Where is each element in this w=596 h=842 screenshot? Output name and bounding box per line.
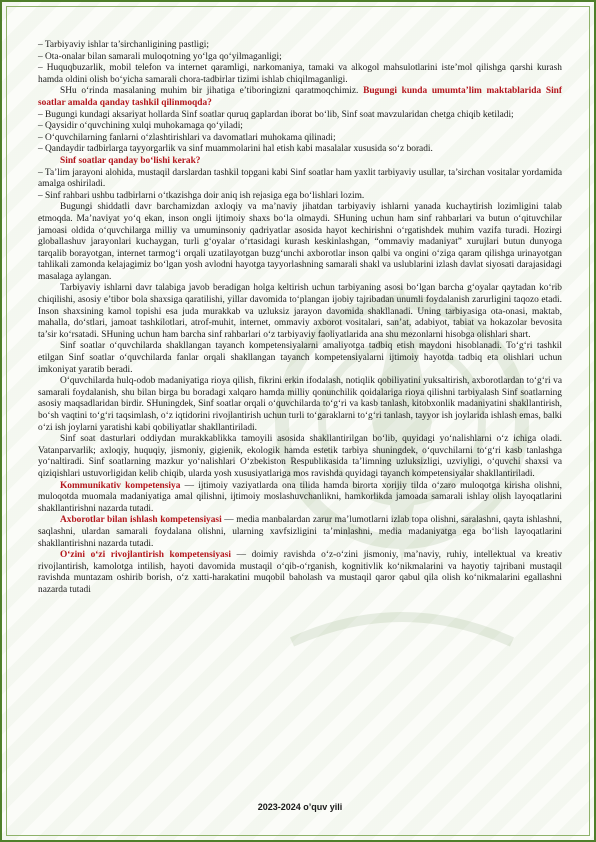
paragraph-text: — media manbalardan zarur ma’lumotlarni izlab topa olishni, saralashni, qayta ishlashni, saqlashni, ulardan samarali foydalana olishni, ularning xavfsizligini ta’minlashni, media madaniyatga ega bo‘lish layoqatlarini shakllantirishni nazarda tutadi.	[38, 515, 562, 549]
paragraph-text: Sinf soat dasturlari oddiydan murakkablikka tamoyili asosida shakllantirilgan bo‘lib, quyidagi yo‘nalishlarni o‘z ichiga oladi. Vatanparvarlik; axloqiy, huquqiy, jismoniy, gigienik, ekologik hamda estetik tarbiya shuningdek, o‘quvchilarni to‘g‘ri kasb tanlashga yo‘naltiradi. Sinf soatlarning mazkur yo‘nalishlari O‘zbekiston Respublikasida ta’limning uzluksizligi, uzviyligi, o‘quvchi shaxsi va qiziqishlari ustuvorligidan kelib chiqib, ularda yosh xususiyatlariga mos ravishda quyidagi tayanch kompetensiyalar shakllantiriladi.	[38, 434, 562, 479]
paragraph-text: – O‘quvchilarning fanlarni o‘zlashtirishlari va davomatlari muhokama qilinadi;	[38, 132, 336, 143]
highlighted-heading: Sinf soatlar qanday bo‘lishi kerak?	[60, 155, 201, 166]
paragraph	[38, 376, 562, 434]
paragraph	[38, 515, 562, 550]
highlighted-heading: O‘zini o‘zi rivojlantirish kompetensiyasi	[60, 550, 231, 561]
paragraph-text: O‘quvchilarda hulq-odob madaniyatiga rioya qilish, fikrini erkin ifodalash, notiqlik qobiliyatini yuksaltirish, axborotlardan to‘g‘ri va samarali foydalanish, shu bilan birga bu boradagi xalqaro hamda milliy qonunchilik qoidalariga rioya qilishni tarbiyalash Sinf soatlarning asosiy maqsadlaridan birdir. SHuningdek, Sinf soatlar orqali o‘quvchilarda to‘g‘ri va kasb tanlash, kitobxonlik madaniyatini shakllantirish, bo‘sh vaqtini to‘g‘ri taqsimlash, o‘z iqtidorini rivojlantirish uchun turli to‘garaklarni to‘g‘ri tanlash, tayyor ish joylarida ishlash emas, balki o‘zi ish joylarni yaratishi kabi qobiliyatlar shakllantiriladi.	[38, 376, 562, 433]
paragraph	[38, 86, 562, 109]
paragraph-text: — doimiy ravishda o‘z-o‘zini jismoniy, ma’naviy, ruhiy, intellektual va kreativ rivojlantirish, kamolotga intilish, hayoti davomida mustaqil o‘qib-o‘rganish, kognitivlik ko‘nikmalarini va hayotiy tajribani mustaqil ravishda muntazam oshirib borish, o‘z xatti-harakatini muqobil baholash va mustaqil qaror qabul qila olish ko‘nikmalarini egallashni nazarda tutadi	[38, 550, 563, 595]
paragraph	[38, 110, 562, 122]
paragraph	[38, 63, 562, 86]
paragraph	[38, 434, 562, 480]
paragraph-text: – Ota-onalar bilan samarali muloqotning yo‘lga qo‘yilmaganligi;	[38, 51, 282, 62]
paragraph-text: — ijtimoiy vaziyatlarda ona tilida hamda birorta xorijiy tilda o‘zaro muloqotga kirisha olishni, muloqotda muomala madaniyatiga amal qilishni, ijtimoiy moslashuvchanlikni, hamkorlikda jamoada samarali ishlay olish layoqatlarini shakllantirishni nazarda tutadi.	[38, 480, 563, 514]
paragraph	[38, 191, 562, 203]
paragraph-text: – Tarbiyaviy ishlar ta’sirchanligining pastligi;	[38, 40, 210, 50]
paragraph	[38, 52, 562, 64]
paragraph-text: Tarbiyaviy ishlarni davr talabiga javob beradigan holga keltirish uchun tarbiyaning asosi bo‘lgan barcha g‘oyalar qaytadan ko‘rib chiqilishi, asosiy e’tibor bola shaxsiga qaratilishi, yillar davomida to‘plangan ijobiy tajribadan unumli foydalanish zarurligini taqozo etadi. Inson shaxsining kamol topishi esa juda murakkab va uzluksiz jarayon davomida shakllanadi. Uning tarbiyasiga ota-onasi, maktab, mahalla, do‘stlari, jamoat tashkilotlari, atrof-muhit, internet, ommaviy axborot vositalari, san’at, adabiyot, tabiat va hokazolar bevosita ta’sir ko‘rsatadi. SHuning uchun ham barcha sinf rahbarlari o‘z tarbiyaviy faoliyatlarida ana shu mezonlarni hisobga olishlari shart.	[38, 283, 562, 340]
paragraph	[38, 156, 562, 168]
document-body	[38, 40, 562, 597]
footer-year: 2023-2024 o’quv yili	[257, 802, 343, 812]
paragraph	[38, 121, 562, 133]
paragraph	[38, 168, 562, 191]
paragraph-text: – Qaysidir o‘quvchining xulqi muhokamaga qo‘yiladi;	[38, 121, 243, 132]
paragraph	[38, 133, 562, 145]
paragraph-text: – Qandaydir tadbirlarga tayyorgarlik va sinf muammolarini hal etish kabi masalalar xususida so‘z boradi.	[38, 144, 433, 155]
paragraph-text: – Sinf rahbari ushbu tadbirlarni o‘tkazishga doir aniq ish rejasiga ega bo‘lishlari lozim.	[38, 190, 365, 201]
highlighted-heading: Kommunikativ kompetensiya	[60, 480, 181, 491]
paragraph-text: SHu o‘rinda masalaning muhim bir jihatiga e’tiboringizni qaratmoqchimiz.	[60, 86, 359, 97]
paragraph	[38, 283, 562, 341]
paragraph-text: – Bugungi kundagi aksariyat hollarda Sinf soatlar quruq gaplardan iborat bo‘lib, Sinf soat mavzularidan chetga chiqib ketiladi;	[38, 109, 514, 120]
paragraph-text: Bugungi shiddatli davr barchamizdan axloqiy va ma’naviy jihatdan tarbiyaviy ishlarni yanada kuchaytirish lozimligini talab etmoqda. Ma’naviyat yo‘q ekan, inson ongli ijtimoiy shaxs bo‘la olmaydi. SHuning uchun ham sinf rahbarlari va butun o‘qituvchilar jamoasi oldida o‘quvchilarga milliy va umuminsoniy qadriyatlar asosida hayot kechirishni o‘rgatishdek muhim vazifa turadi. Hozirgi globallashuv jarayonlari kuchaygan, turli g‘oyalar o‘rtasidagi kurash keskinlashgan, “ommaviy madaniyat” xurujlari butun dunyoga tarqalib borayotgan, internet tarmog‘i orqali uzatilayotgan buzg‘unchi axborotlar inson qalbi va ongini o‘ziga qaram qilishga urinayotgan tahlikali zamonda kelajagimiz bo‘lgan yosh avlodni hayotga tayyorlashning samarali shakl va uslublarini izlash davlat siyosati darajasidagi masalaga aylangan.	[38, 202, 562, 282]
paragraph	[38, 202, 562, 283]
paragraph-text: Sinf soatlar o‘quvchilarda shakllangan tayanch kompetensiyalarni amaliyotga tadbiq etish maydoni hisoblanadi. To‘g‘ri tashkil etilgan Sinf soatlar o‘quvchilarda fanlar orqali shakllangan tayanch kompetensiyalarni ijtimoiy hayotda tadbiq eta olishlari uchun imkoniyat yaratib beradi.	[38, 341, 562, 375]
paragraph-text: – Ta’lim jarayoni alohida, mustaqil darslardan tashkil topgani kabi Sinf soatlar ham yaxlit tarbiyaviy usullar, ta’sirchan vositalar yordamida amalga oshiriladi.	[38, 167, 562, 190]
highlighted-heading: Bugungi kunda umumta’lim maktablarida Sinf soatlar amalda qanday tashkil qilinmoqda?	[38, 86, 563, 108]
highlighted-heading: Axborotlar bilan ishlash kompetensiyasi	[60, 515, 222, 526]
paragraph	[38, 341, 562, 376]
paragraph	[38, 144, 562, 156]
paragraph	[38, 550, 562, 596]
paragraph	[38, 481, 562, 516]
paragraph	[38, 40, 562, 52]
paragraph-text: – Huquqbuzarlik, mobil telefon va internet qaramligi, narkomaniya, tamaki va alkogol mahsulotlarini iste’mol qilishga qarshi kurash hamda oldini olish bo‘yicha samarali chora-tadbirlar tizimi ishlab chiqilmaganligi.	[38, 63, 562, 85]
